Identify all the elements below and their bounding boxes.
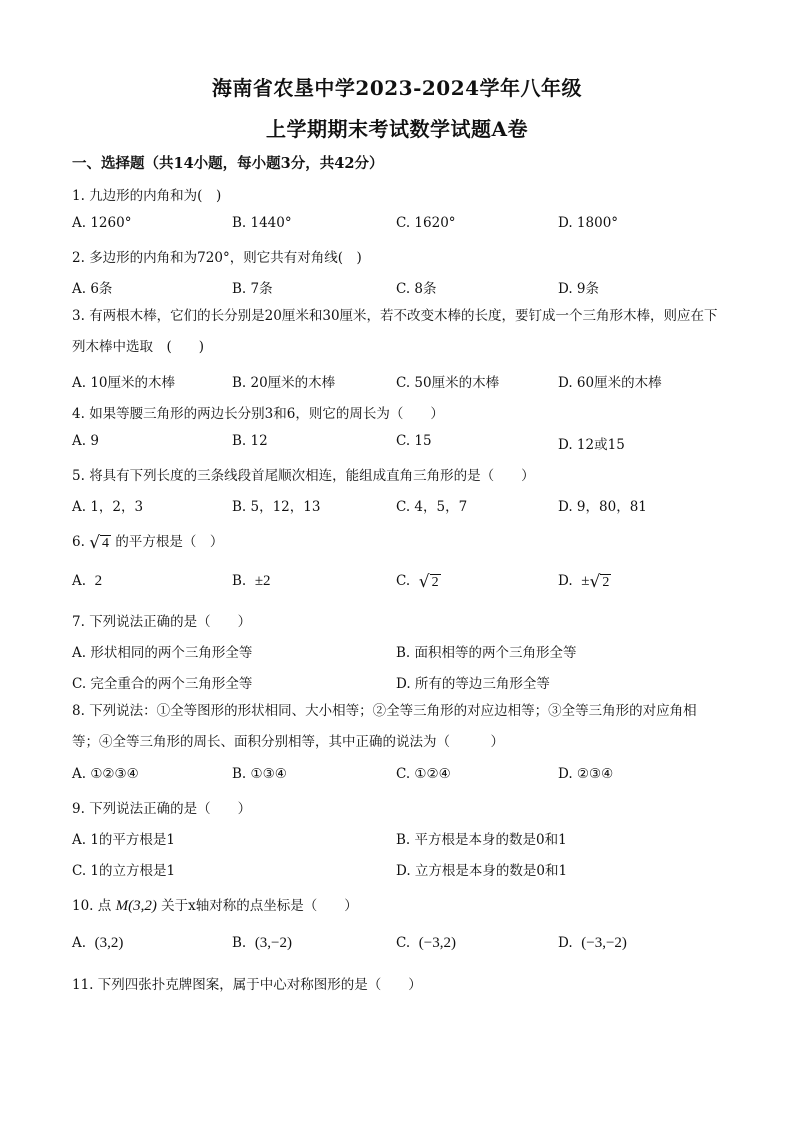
q10-option-d [558, 935, 627, 952]
question-stem: 下列说法：①全等图形的形状相同、大小相等；②全等三角形的对应边相等；③全等三角形的对应角相等；④全等三角形的周长、面积分别相等，其中正确的说法为（ ） [72, 703, 697, 750]
question-stem: 下列说法正确的是（ ） [89, 801, 252, 817]
question-number: 1. [72, 188, 85, 204]
question-stem-prefix: 点 [97, 898, 112, 914]
question-2 [72, 246, 362, 266]
question-6 [72, 530, 223, 552]
q5-option-b: B. 5，12，13 [232, 499, 321, 515]
question-stem: 的平方根是（ ） [115, 534, 224, 550]
q8-option-d: D. ②③④ [558, 766, 614, 782]
option-value: ±2 [254, 573, 271, 589]
question-number: 6. [72, 534, 85, 550]
question-stem: 关于x轴对称的点坐标是（ ） [161, 898, 358, 914]
q6-option-c [396, 573, 441, 591]
question-5 [72, 464, 535, 484]
question-number: 3. [72, 308, 85, 324]
option-letter: A. [72, 935, 87, 951]
q10-option-a [72, 935, 123, 952]
q6-option-a [72, 573, 102, 590]
q9-option-d: D. 立方根是本身的数是0和1 [396, 863, 568, 879]
q1-option-b: B. 1440° [232, 215, 292, 231]
question-9 [72, 797, 251, 817]
option-letter: B. [232, 573, 247, 589]
q1-option-d: D. 1800° [558, 215, 619, 231]
q7-option-b: B. 面积相等的两个三角形全等 [396, 645, 577, 661]
page-title-line-2: 上学期期末考试数学试题A卷 [265, 117, 529, 141]
option-letter: D. [558, 573, 573, 589]
question-3 [72, 301, 722, 363]
question-stem: 多边形的内角和为720°，则它共有对角线( ) [89, 250, 362, 266]
q7-option-c: C. 完全重合的两个三角形全等 [72, 676, 253, 692]
sqrt-expression: √ 2 [418, 572, 439, 592]
sqrt-expression: √ 4 [89, 533, 110, 553]
question-1 [72, 184, 221, 204]
section-heading: 一、选择题（共14小题，每小题3分，共42分） [72, 155, 384, 172]
option-letter: A. [72, 573, 87, 589]
option-letter: C. [396, 573, 411, 589]
question-number: 11. [72, 977, 94, 993]
q4-option-c: C. 15 [396, 433, 432, 449]
q3-option-c: C. 50厘米的木棒 [396, 375, 500, 391]
q6-option-b [232, 573, 271, 590]
q2-option-d: D. 9条 [558, 281, 600, 297]
q9-option-a: A. 1的平方根是1 [72, 832, 176, 848]
question-number: 7. [72, 614, 85, 630]
q10-option-c [396, 935, 456, 952]
option-value: ± [581, 573, 590, 589]
question-8 [72, 696, 722, 758]
radicand: 2 [602, 575, 610, 590]
sqrt-expression: √ 2 [589, 572, 610, 592]
question-stem: 九边形的内角和为( ) [89, 188, 222, 204]
q7-option-d: D. 所有的等边三角形全等 [396, 676, 550, 692]
q4-option-a: A. 9 [72, 433, 99, 449]
q8-option-a: A. ①②③④ [72, 766, 139, 782]
q2-option-b: B. 7条 [232, 281, 273, 297]
question-stem: 将具有下列长度的三条线段首尾顺次相连，能组成直角三角形的是（ ） [89, 468, 535, 484]
radicand: 4 [102, 536, 110, 551]
q6-option-d [558, 573, 611, 591]
question-10 [72, 894, 358, 915]
page-title-line-1: 海南省农垦中学2023-2024学年八年级 [211, 76, 583, 100]
q9-option-b: B. 平方根是本身的数是0和1 [396, 832, 567, 848]
q10-option-b [232, 935, 292, 952]
option-letter: B. [232, 935, 247, 951]
q2-option-a: A. 6条 [72, 281, 113, 297]
option-letter: D. [558, 935, 573, 951]
q3-option-a: A. 10厘米的木棒 [72, 375, 176, 391]
option-value: (−3,2) [418, 935, 456, 951]
option-letter: C. [396, 935, 411, 951]
option-value: 2 [94, 573, 103, 589]
q8-option-c: C. ①②④ [396, 766, 451, 782]
q1-option-c: C. 1620° [396, 215, 456, 231]
q5-option-d: D. 9，80，81 [558, 499, 647, 515]
question-11 [72, 973, 422, 993]
option-value: (3,2) [94, 935, 124, 951]
question-number: 2. [72, 250, 85, 266]
point-label: M(3,2) [115, 898, 157, 914]
q3-option-d: D. 60厘米的木棒 [558, 375, 662, 391]
q9-option-c: C. 1的立方根是1 [72, 863, 176, 879]
radicand: 2 [431, 575, 439, 590]
question-4 [72, 402, 444, 422]
q2-option-c: C. 8条 [396, 281, 437, 297]
question-number: 4. [72, 406, 85, 422]
question-number: 5. [72, 468, 85, 484]
option-value: (−3,−2) [581, 935, 627, 951]
q4-option-b: B. 12 [232, 433, 268, 449]
q5-option-a: A. 1，2，3 [72, 499, 144, 515]
option-value: (3,−2) [254, 935, 293, 951]
q4-option-d: D. 12或15 [558, 437, 625, 453]
q8-option-b: B. ①③④ [232, 766, 287, 782]
question-number: 9. [72, 801, 85, 817]
q3-option-b: B. 20厘米的木棒 [232, 375, 336, 391]
question-stem: 如果等腰三角形的两边长分别3和6，则它的周长为（ ） [89, 406, 444, 422]
question-7 [72, 610, 251, 630]
q5-option-c: C. 4，5，7 [396, 499, 468, 515]
question-stem: 下列四张扑克牌图案，属于中心对称图形的是（ ） [97, 977, 422, 993]
question-number: 10. [72, 898, 94, 914]
question-stem: 有两根木棒，它们的长分别是20厘米和30厘米，若不改变木棒的长度，要钉成一个三角形木棒，则应在下列木棒中选取 ( ) [72, 308, 718, 355]
question-stem: 下列说法正确的是（ ） [89, 614, 252, 630]
question-number: 8. [72, 703, 85, 719]
q7-option-a: A. 形状相同的两个三角形全等 [72, 645, 253, 661]
q1-option-a: A. 1260° [72, 215, 132, 231]
